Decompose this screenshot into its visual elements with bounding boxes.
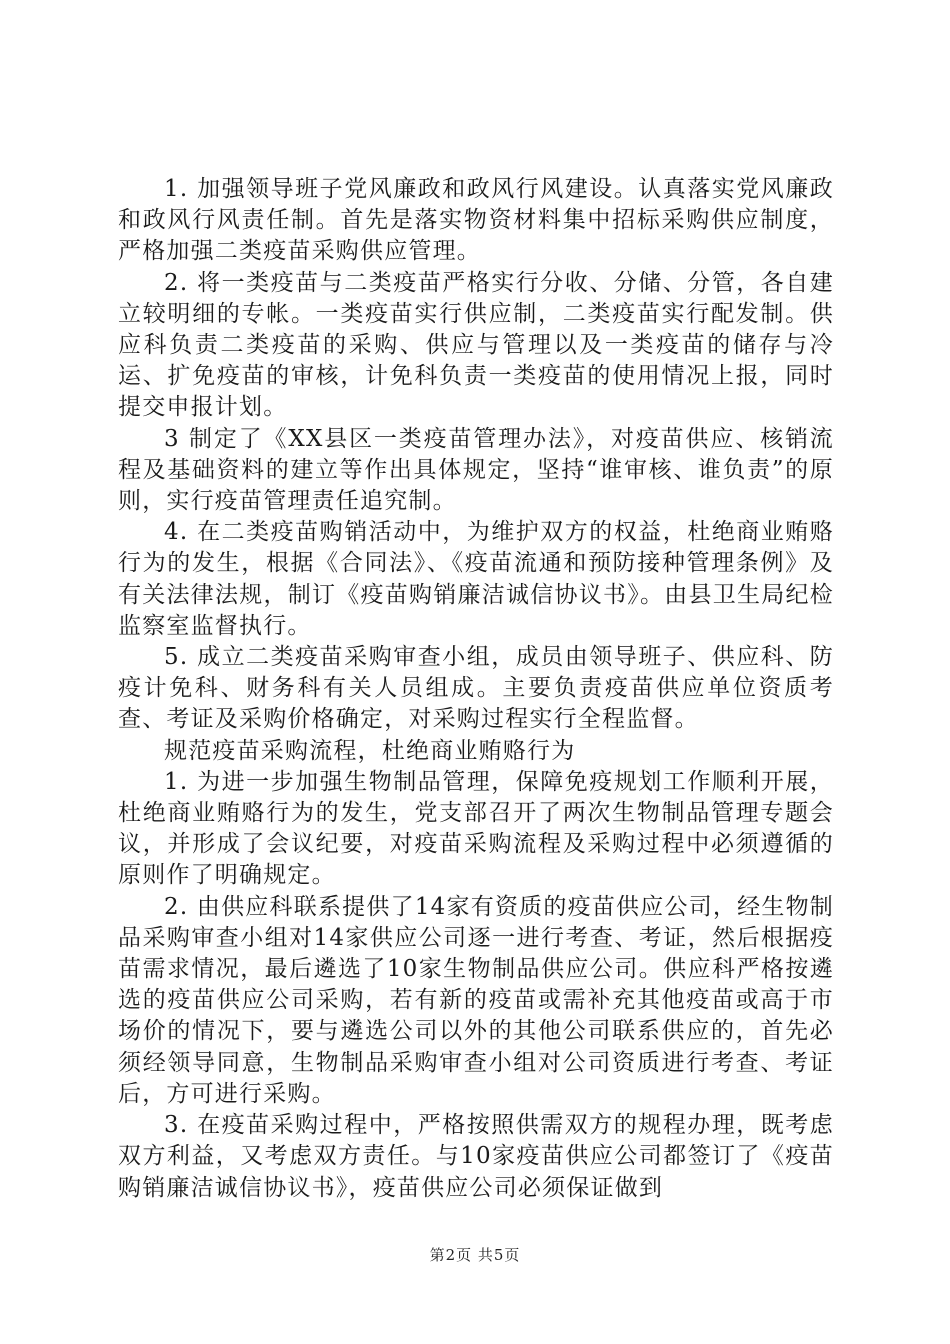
paragraph-8: 3. 在疫苗采购过程中，严格按照供需双方的规程办理，既考虑双方利益，又考虑双方责任。与10家疫苗供应公司都签订了《疫苗购销廉洁诚信协议书》，疫苗供应公司必须保证做到 (118, 1112, 834, 1201)
page-number: 第2页 共5页 (429, 1246, 521, 1264)
paragraph-5: 5. 成立二类疫苗采购审查小组，成员由领导班子、供应科、防疫计免科、财务科有关人员组成。主要负责疫苗供应单位资质考查、考证及采购价格确定，对采购过程实行全程监督。 (118, 644, 834, 733)
paragraph-3: 3 制定了《XX县区一类疫苗管理办法》，对疫苗供应、核销流程及基础资料的建立等作出具体规定，坚持“谁审核、谁负责”的原则，实行疫苗管理责任追究制。 (118, 425, 834, 515)
page-footer (0, 1244, 950, 1265)
document-body (118, 174, 834, 1204)
paragraph-7: 2. 由供应科联系提供了14家有资质的疫苗供应公司，经生物制品采购审查小组对14家供应公司逐一进行考查、考证，然后根据疫苗需求情况，最后遴选了10家生物制品供应公司。供应科严格按遴选的疫苗供应公司采购，若有新的疫苗或需补充其他疫苗或高于市场价的情况下，要与遴选公司以外的其他公司联系供应的，首先必须经领导同意，生物制品采购审查小组对公司资质进行考查、考证后，方可进行采购。 (118, 893, 834, 1107)
paragraph-6: 1. 为进一步加强生物制品管理，保障免疫规划工作顺利开展，杜绝商业贿赂行为的发生，党支部召开了两次生物制品管理专题会议，并形成了会议纪要，对疫苗采购流程及采购过程中必须遵循的原则作了明确规定。 (118, 768, 834, 889)
paragraph-1: 1. 加强领导班子党风廉政和政风行风建设。认真落实党风廉政和政风行风责任制。首先是落实物资材料集中招标采购供应制度，严格加强二类疫苗采购供应管理。 (118, 176, 834, 265)
section-heading: 规范疫苗采购流程，杜绝商业贿赂行为 (164, 737, 576, 764)
paragraph-2: 2. 将一类疫苗与二类疫苗严格实行分收、分储、分管，各自建立较明细的专帐。一类疫苗实行供应制，二类疫苗实行配发制。供应科负责二类疫苗的采购、供应与管理以及一类疫苗的储存与冷运、扩免疫苗的审核，计免科负责一类疫苗的使用情况上报，同时提交申报计划。 (118, 269, 834, 421)
paragraph-4: 4. 在二类疫苗购销活动中，为维护双方的权益，杜绝商业贿赂行为的发生，根据《合同法》、《疫苗流通和预防接种管理条例》及有关法律法规，制订《疫苗购销廉洁诚信协议书》。由县卫生局纪检监察室监督执行。 (118, 519, 834, 639)
